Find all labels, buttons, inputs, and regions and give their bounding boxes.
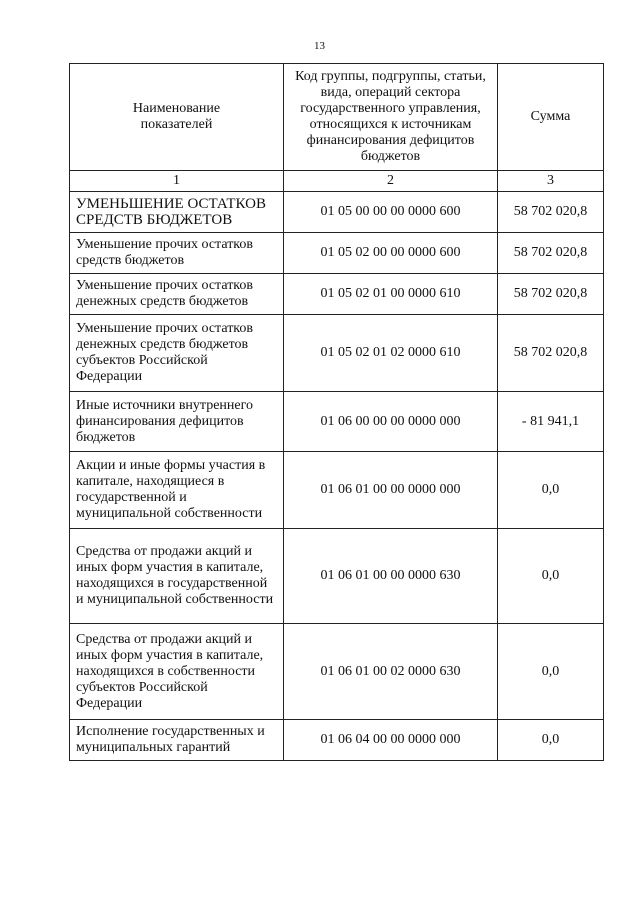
row-code: 01 06 01 00 00 0000 000 (284, 452, 498, 529)
table-row (70, 274, 604, 315)
budget-sources-table (69, 63, 604, 761)
column-number-1: 1 (70, 171, 284, 192)
header-classification-code: Код группы, подгруппы, статьи, вида, операций сектора государственного управления, относящихся к источникам финансирования дефицитов бюджетов (284, 64, 498, 171)
row-name: Уменьшение прочих остатков денежных средств бюджетов (70, 274, 284, 315)
row-name: Акции и иные формы участия в капитале, находящиеся в государственной и муниципальной собственности (70, 452, 284, 529)
row-name: Исполнение государственных и муниципальных гарантий (70, 720, 284, 761)
row-code: 01 05 00 00 00 0000 600 (284, 192, 498, 233)
table-row (70, 452, 604, 529)
row-amount: 58 702 020,8 (498, 192, 604, 233)
row-code: 01 06 01 00 00 0000 630 (284, 529, 498, 624)
header-indicator-name: Наименование показателей (70, 64, 284, 171)
table-row (70, 192, 604, 233)
table-row (70, 720, 604, 761)
row-name: Средства от продажи акций и иных форм участия в капитале, находящихся в собственности субъектов Российской Федерации (70, 624, 284, 720)
row-amount: 0,0 (498, 529, 604, 624)
row-amount: 58 702 020,8 (498, 315, 604, 392)
row-code: 01 05 02 01 00 0000 610 (284, 274, 498, 315)
table-row (70, 233, 604, 274)
table-row (70, 315, 604, 392)
table-row (70, 392, 604, 452)
column-number-row (70, 171, 604, 192)
row-amount: 58 702 020,8 (498, 274, 604, 315)
table-row (70, 529, 604, 624)
header-amount: Сумма (498, 64, 604, 171)
row-code: 01 06 01 00 02 0000 630 (284, 624, 498, 720)
row-name: УМЕНЬШЕНИЕ ОСТАТКОВ СРЕДСТВ БЮДЖЕТОВ (70, 192, 284, 233)
row-amount: 58 702 020,8 (498, 233, 604, 274)
row-amount: 0,0 (498, 452, 604, 529)
row-code: 01 06 00 00 00 0000 000 (284, 392, 498, 452)
row-name: Уменьшение прочих остатков денежных средств бюджетов субъектов Российской Федерации (70, 315, 284, 392)
table-header-row (70, 64, 604, 171)
row-code: 01 05 02 01 02 0000 610 (284, 315, 498, 392)
row-name: Уменьшение прочих остатков средств бюджетов (70, 233, 284, 274)
row-amount: - 81 941,1 (498, 392, 604, 452)
column-number-2: 2 (284, 171, 498, 192)
row-code: 01 06 04 00 00 0000 000 (284, 720, 498, 761)
table-row (70, 624, 604, 720)
page-number: 13 (314, 40, 325, 52)
row-name: Средства от продажи акций и иных форм участия в капитале, находящихся в государственной и муниципальной собственности (70, 529, 284, 624)
row-name: Иные источники внутреннего финансирования дефицитов бюджетов (70, 392, 284, 452)
row-amount: 0,0 (498, 624, 604, 720)
row-code: 01 05 02 00 00 0000 600 (284, 233, 498, 274)
row-amount: 0,0 (498, 720, 604, 761)
column-number-3: 3 (498, 171, 604, 192)
